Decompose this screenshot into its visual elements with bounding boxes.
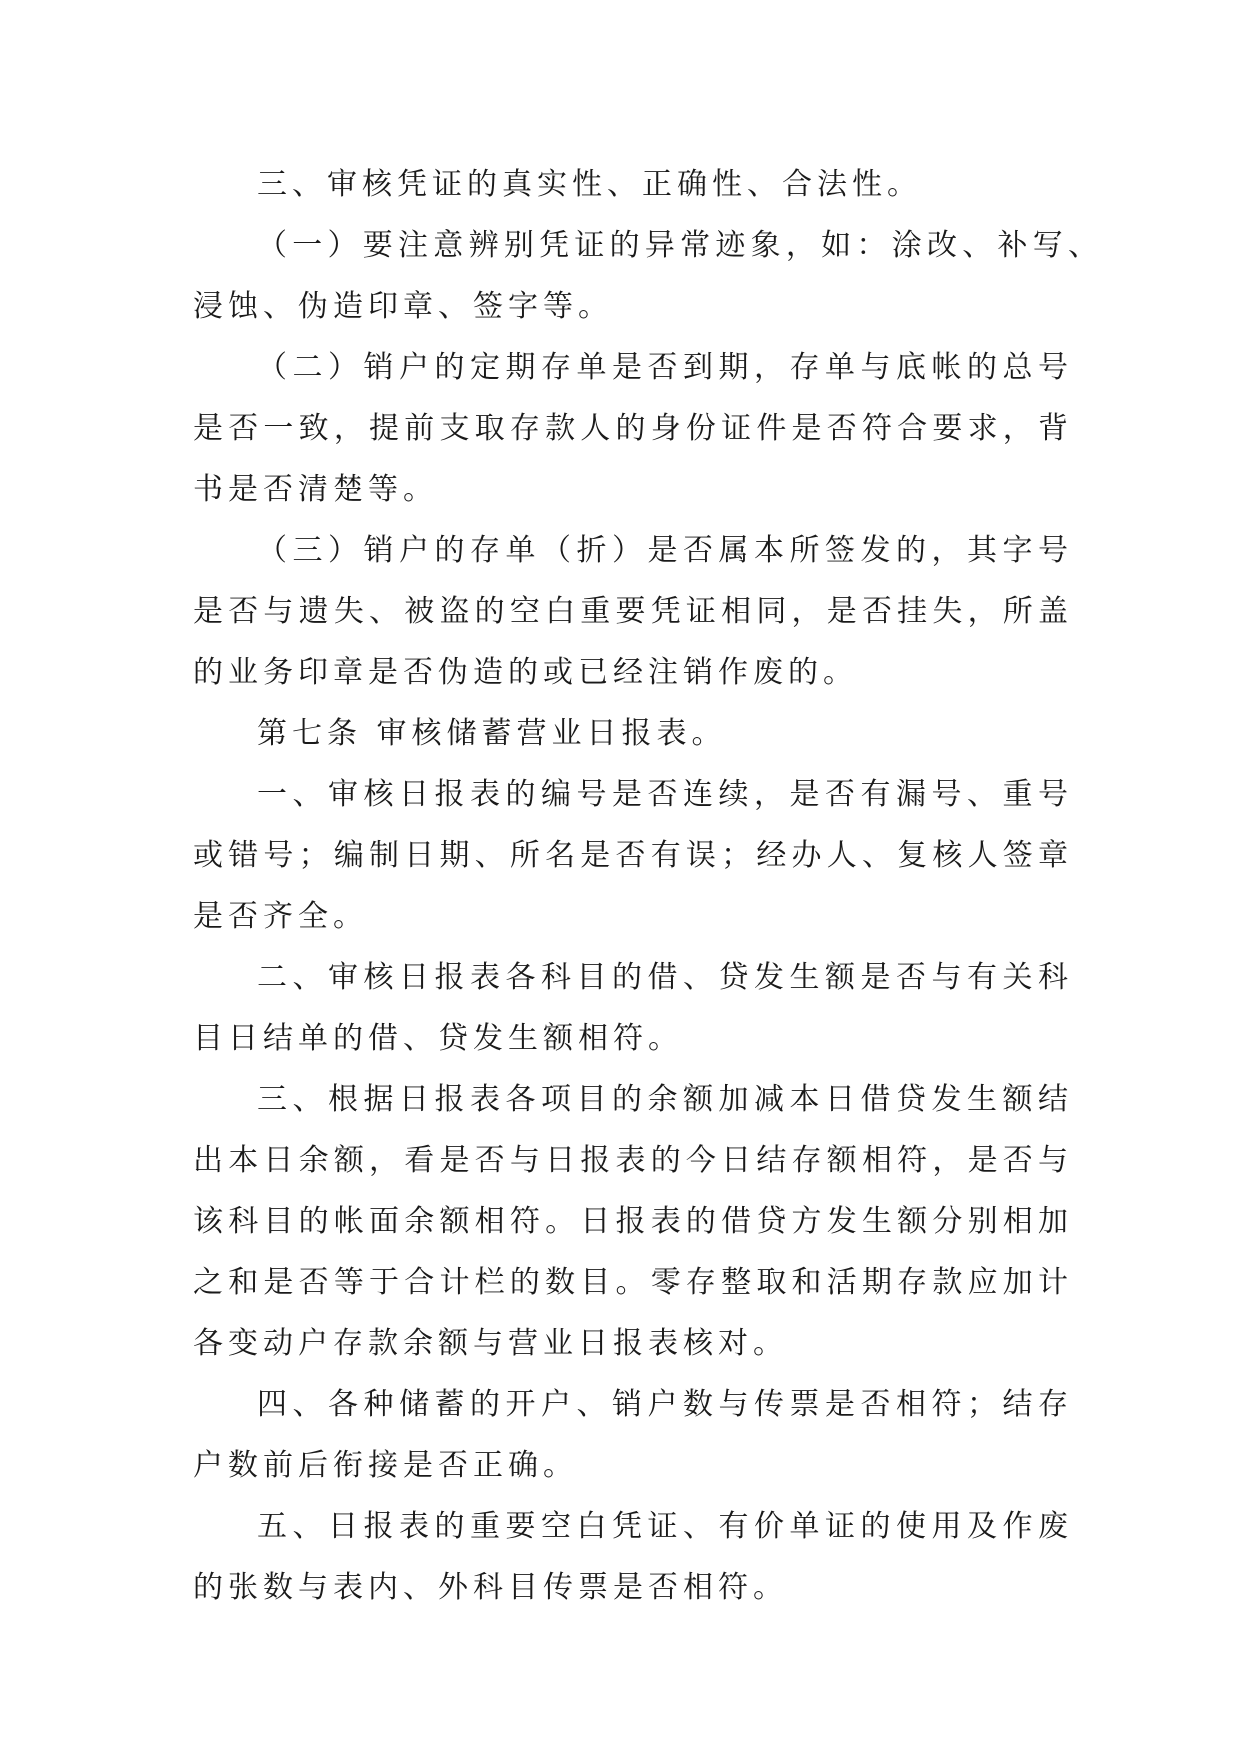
paragraph-section-2-debit-credit: 二、审核日报表各科目的借、贷发生额是否与有关科目日结单的借、贷发生额相符。 bbox=[193, 960, 1073, 1056]
paragraph-item-3-passbook: （三）销户的存单（折）是否属本所签发的，其字号是否与遗失、被盗的空白重要凭证相同，是否挂失，所盖的业务印章是否伪造的或已经注销作废的。 bbox=[193, 533, 1073, 690]
paragraph-item-2-fixed-deposit: （二）销户的定期存单是否到期，存单与底帐的总号是否一致，提前支取存款人的身份证件是否符合要求，背书是否清楚等。 bbox=[193, 350, 1073, 507]
paragraph-section-5-blank-vouchers: 五、日报表的重要空白凭证、有价单证的使用及作废的张数与表内、外科目传票是否相符。 bbox=[193, 1509, 1073, 1605]
paragraph-section-4-account-counts: 四、各种储蓄的开户、销户数与传票是否相符；结存户数前后衔接是否正确。 bbox=[193, 1387, 1073, 1483]
paragraph-article-7-heading: 第七条 审核储蓄营业日报表。 bbox=[257, 716, 727, 751]
paragraph-item-1-abnormal-signs: （一）要注意辨别凭证的异常迹象，如：涂改、补写、浸蚀、伪造印章、签字等。 bbox=[193, 228, 1103, 324]
paragraph-section-1-report-numbering: 一、审核日报表的编号是否连续，是否有漏号、重号或错号；编制日期、所名是否有误；经办人、复核人签章是否齐全。 bbox=[193, 777, 1073, 934]
document-body bbox=[193, 154, 1103, 1618]
paragraph-section-3-balance-check: 三、根据日报表各项目的余额加减本日借贷发生额结出本日余额，看是否与日报表的今日结存额相符，是否与该科目的帐面余额相符。日报表的借贷方发生额分别相加之和是否等于合计栏的数目。零存整取和活期存款应加计各变动户存款余额与营业日报表核对。 bbox=[193, 1082, 1073, 1361]
paragraph-section-3-verify-vouchers: 三、审核凭证的真实性、正确性、合法性。 bbox=[257, 167, 922, 202]
